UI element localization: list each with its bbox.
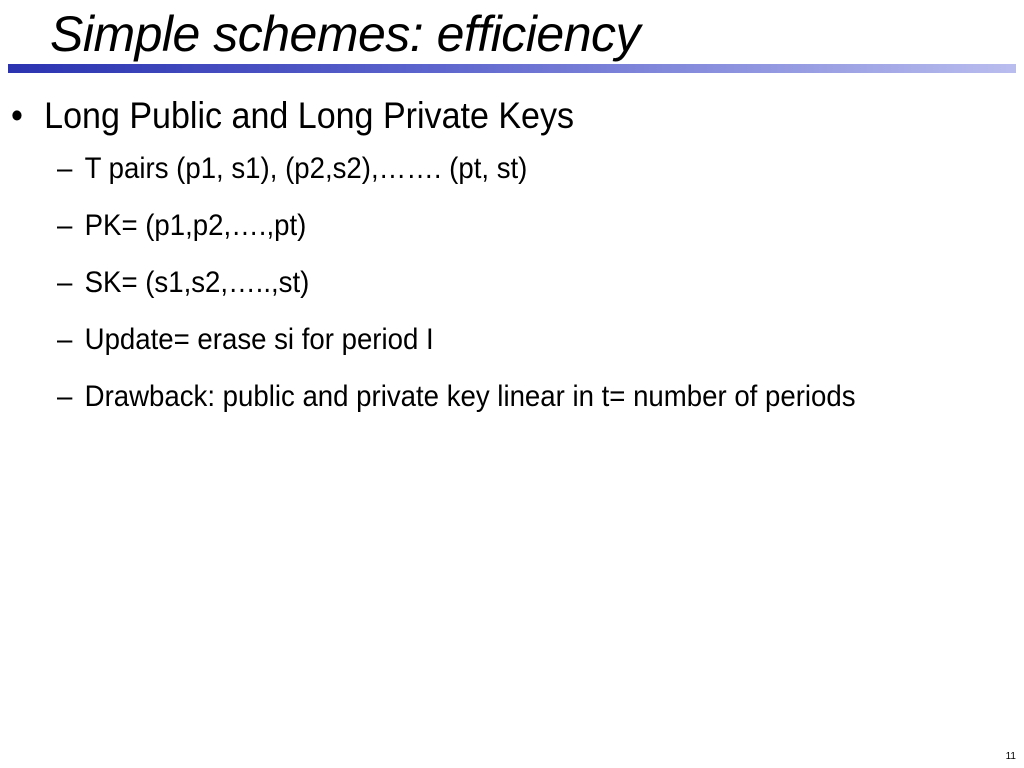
sub-bullet-list xyxy=(0,150,1024,416)
dash-marker: – xyxy=(57,380,73,413)
dash-marker: – xyxy=(57,323,73,356)
dash-marker: – xyxy=(57,266,73,299)
sub-bullet-text: Drawback: public and private key linear in t= number of periods xyxy=(84,380,856,413)
sub-bullet-text: Update= erase si for period I xyxy=(84,323,434,356)
sub-bullet-item xyxy=(0,378,942,416)
title-underline xyxy=(8,64,1016,73)
bullet-item xyxy=(0,92,942,140)
page-number: 11 xyxy=(1005,751,1016,762)
sub-bullet-item xyxy=(0,264,942,302)
sub-bullet-item xyxy=(0,207,942,245)
sub-bullet-item xyxy=(0,150,942,188)
slide-content xyxy=(0,92,1024,435)
dash-marker: – xyxy=(57,152,73,185)
sub-bullet-text: SK= (s1,s2,…..,st) xyxy=(84,266,310,299)
slide-title: Simple schemes: efficiency xyxy=(50,6,641,62)
sub-bullet-item xyxy=(0,321,942,359)
bullet-marker: • xyxy=(11,95,23,136)
dash-marker: – xyxy=(57,209,73,242)
bullet-text: Long Public and Long Private Keys xyxy=(44,95,575,136)
sub-bullet-text: T pairs (p1, s1), (p2,s2),……. (pt, st) xyxy=(84,152,528,185)
sub-bullet-text: PK= (p1,p2,….,pt) xyxy=(84,209,307,242)
